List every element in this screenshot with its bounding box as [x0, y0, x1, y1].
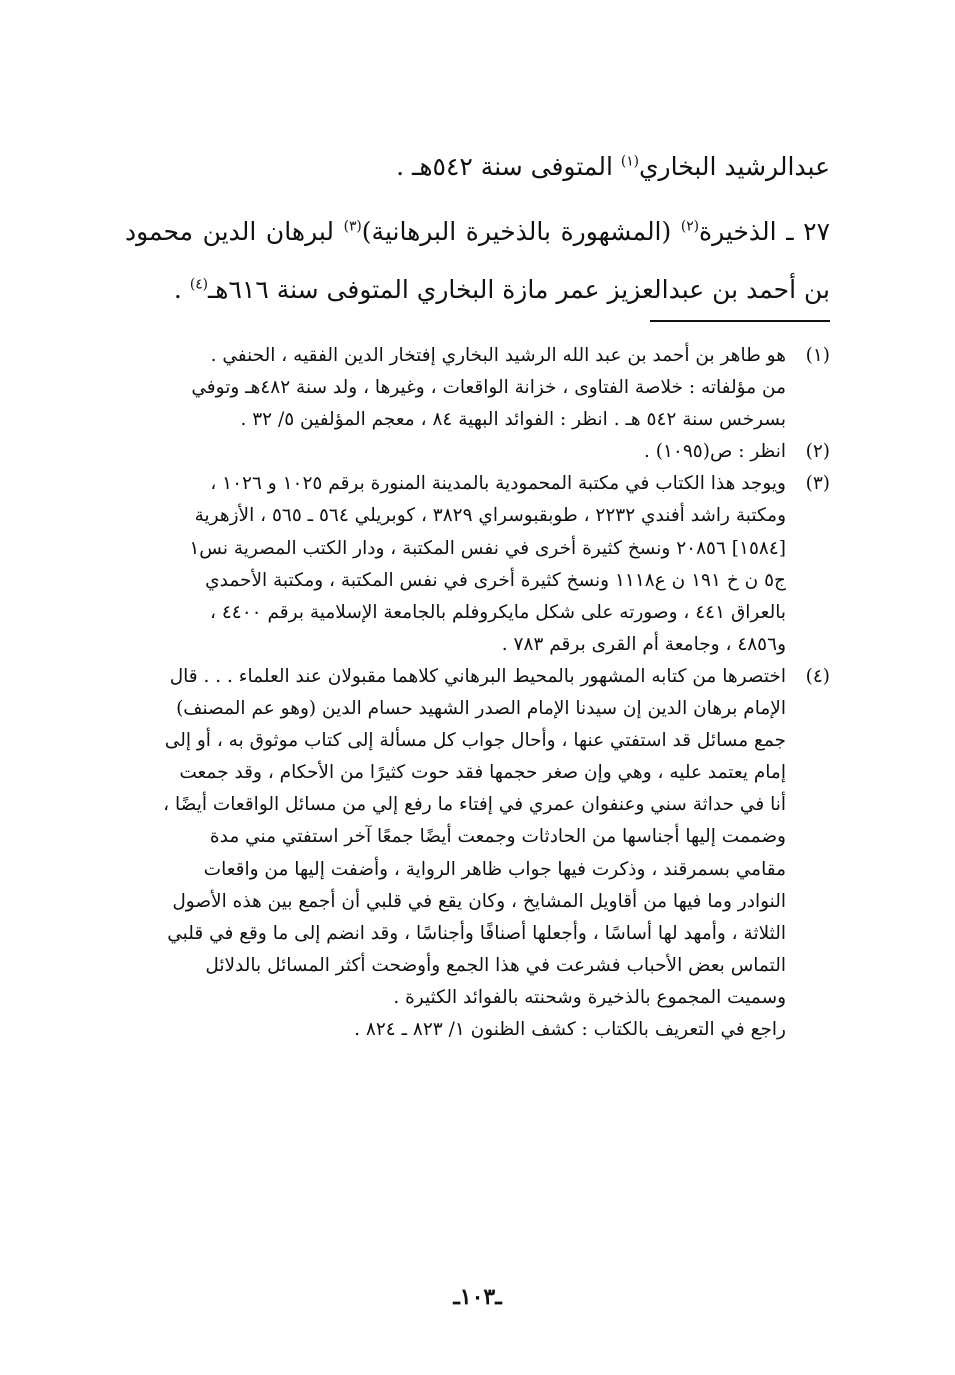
footnote-line: بسرخس سنة ٥٤٢ هـ . انظر : الفوائد البهية ٨٤ ، معجم المؤلفين ٥/ ٣٢ . [240, 409, 786, 431]
footnote-body [125, 468, 786, 661]
footnote-line: مقامي بسمرقند ، وذكرت فيها جواب ظاهر الرواية ، وأضفت إليها من واقعات [203, 858, 786, 880]
footnote-1 [125, 340, 830, 436]
footnote-line: من مؤلفاته : خلاصة الفتاوى ، خزانة الواقعات ، وغيرها ، ولد سنة ٤٨٢هـ وتوفي [191, 377, 786, 399]
footnote-ref-3[interactable]: (٣) [343, 218, 362, 235]
entry-author: لبرهان الدين محمود بن أحمد بن عبدالعزيز عمر مازة البخاري المتوفى سنة ٦١٦هـ [125, 217, 830, 304]
footnote-ref-1[interactable]: (١) [620, 153, 639, 170]
main-text-line-1 [125, 138, 830, 196]
footnote-line: إمام يعتمد عليه ، وهي وإن صغر حجمها فقد حوت كثيرًا من الأحكام ، وقد جمعت [179, 762, 786, 784]
footnote-line: ومكتبة راشد أفندي ٢٢٣٢ ، طوبقبوسراي ٣٨٢٩ ، كوبريلي ٥٦٤ ـ ٥٦٥ ، الأزهرية [194, 505, 786, 527]
footnote-line: جمع مسائل قد استفتي عنها ، وأحال جواب كل مسألة إلى كتاب موثوق به ، أو إلى [164, 730, 786, 752]
entry-end: . [173, 275, 190, 304]
footnote-line: ويوجد هذا الكتاب في مكتبة المحمودية بالمدينة المنورة برقم ١٠٢٥ و ١٠٢٦ ، [210, 473, 786, 495]
footnote-line: انظر : ص(١٠٩٥) . [644, 441, 786, 463]
footnote-ref-4[interactable]: (٤) [189, 276, 208, 293]
footnote-line: الإمام برهان الدين إن سيدنا الإمام الصدر الشهيد حسام الدين (وهو عم المصنف) [176, 698, 786, 720]
footnote-line: وسميت المجموع بالذخيرة وشحنته بالفوائد الكثيرة . [393, 986, 786, 1008]
footnote-body [125, 340, 786, 436]
line1-text-end: المتوفى سنة ٥٤٢هـ . [396, 152, 621, 181]
footnotes [125, 340, 830, 1046]
footnote-ref-2[interactable]: (٢) [680, 218, 700, 235]
footnote-line: ج٥ ن خ ١٩١ ن ع١١١٨ ونسخ كثيرة أخرى في نفس المكتبة ، ومكتبة الأحمدي [205, 569, 786, 591]
footnote-body [125, 436, 786, 468]
footnote-line: التماس بعض الأحباب فشرعت في هذا الجمع وأوضحت أكثر المسائل بالدلائل [205, 954, 786, 976]
footnote-3 [125, 468, 830, 661]
entry-alt-title: (المشهورة بالذخيرة البرهانية) [361, 217, 681, 246]
page-number: ـ١٠٣ـ [453, 1284, 502, 1310]
entry-27 [125, 203, 830, 319]
footnote-line: وضممت إليها أجناسها من الحادثات وجمعت أيضًا جمعًا آخر استفتي مني مدة [209, 826, 786, 848]
footnote-line: و٤٨٥٦ ، وجامعة أم القرى برقم ٧٨٣ . [501, 633, 786, 655]
footnote-line: بالعراق ٤٤١ ، وصورته على شكل مايكروفلم بالجامعة الإسلامية برقم ٤٤٠٠ ، [209, 601, 786, 623]
footnote-line: هو طاهر بن أحمد بن عبد الله الرشيد البخاري إفتخار الدين الفقيه ، الحنفي . [210, 345, 786, 366]
footnote-number: (٣) [805, 473, 830, 495]
footnote-divider [650, 320, 830, 322]
entry-title: ٢٧ ـ الذخيرة [699, 217, 830, 246]
footnote-4-reference: راجع في التعريف بالكتاب : كشف الظنون ١/ ٨٢٣ ـ ٨٢٤ . [354, 1018, 786, 1040]
footnote-line: [١٥٨٤] ٢٠٨٥٦ ونسخ كثيرة أخرى في نفس المكتبة ، ودار الكتب المصرية نس١ [189, 537, 786, 559]
footnote-body [125, 661, 786, 1014]
footnote-number: (٢) [805, 441, 830, 463]
footnote-number: (٤) [805, 665, 830, 687]
footnote-line: الثلاثة ، وأمهد لها أساسًا ، وأجعلها أصنافًا وأجناسًا ، وقد انضم إلى ما وقع في قلبي [167, 922, 786, 944]
footnote-number: (١) [805, 345, 830, 366]
footnote-line: اختصرها من كتابه المشهور بالمحيط البرهاني كلاهما مقبولان عند العلماء . . . قال [169, 665, 786, 687]
footnote-2 [125, 436, 830, 468]
footnote-line: النوادر وما فيها من أقاويل المشايخ ، وكان يقع في قلبي أن أجمع بين هذه الأصول [172, 890, 786, 912]
entry-27-paragraph [125, 203, 830, 319]
line1-text: عبدالرشيد البخاري [638, 152, 830, 181]
footnote-4 [125, 661, 830, 1014]
footnote-line: أنا في حداثة سني وعنفوان عمري في إفتاء ما رفع إلي من مسائل الواقعات أيضًا ، [163, 794, 786, 816]
